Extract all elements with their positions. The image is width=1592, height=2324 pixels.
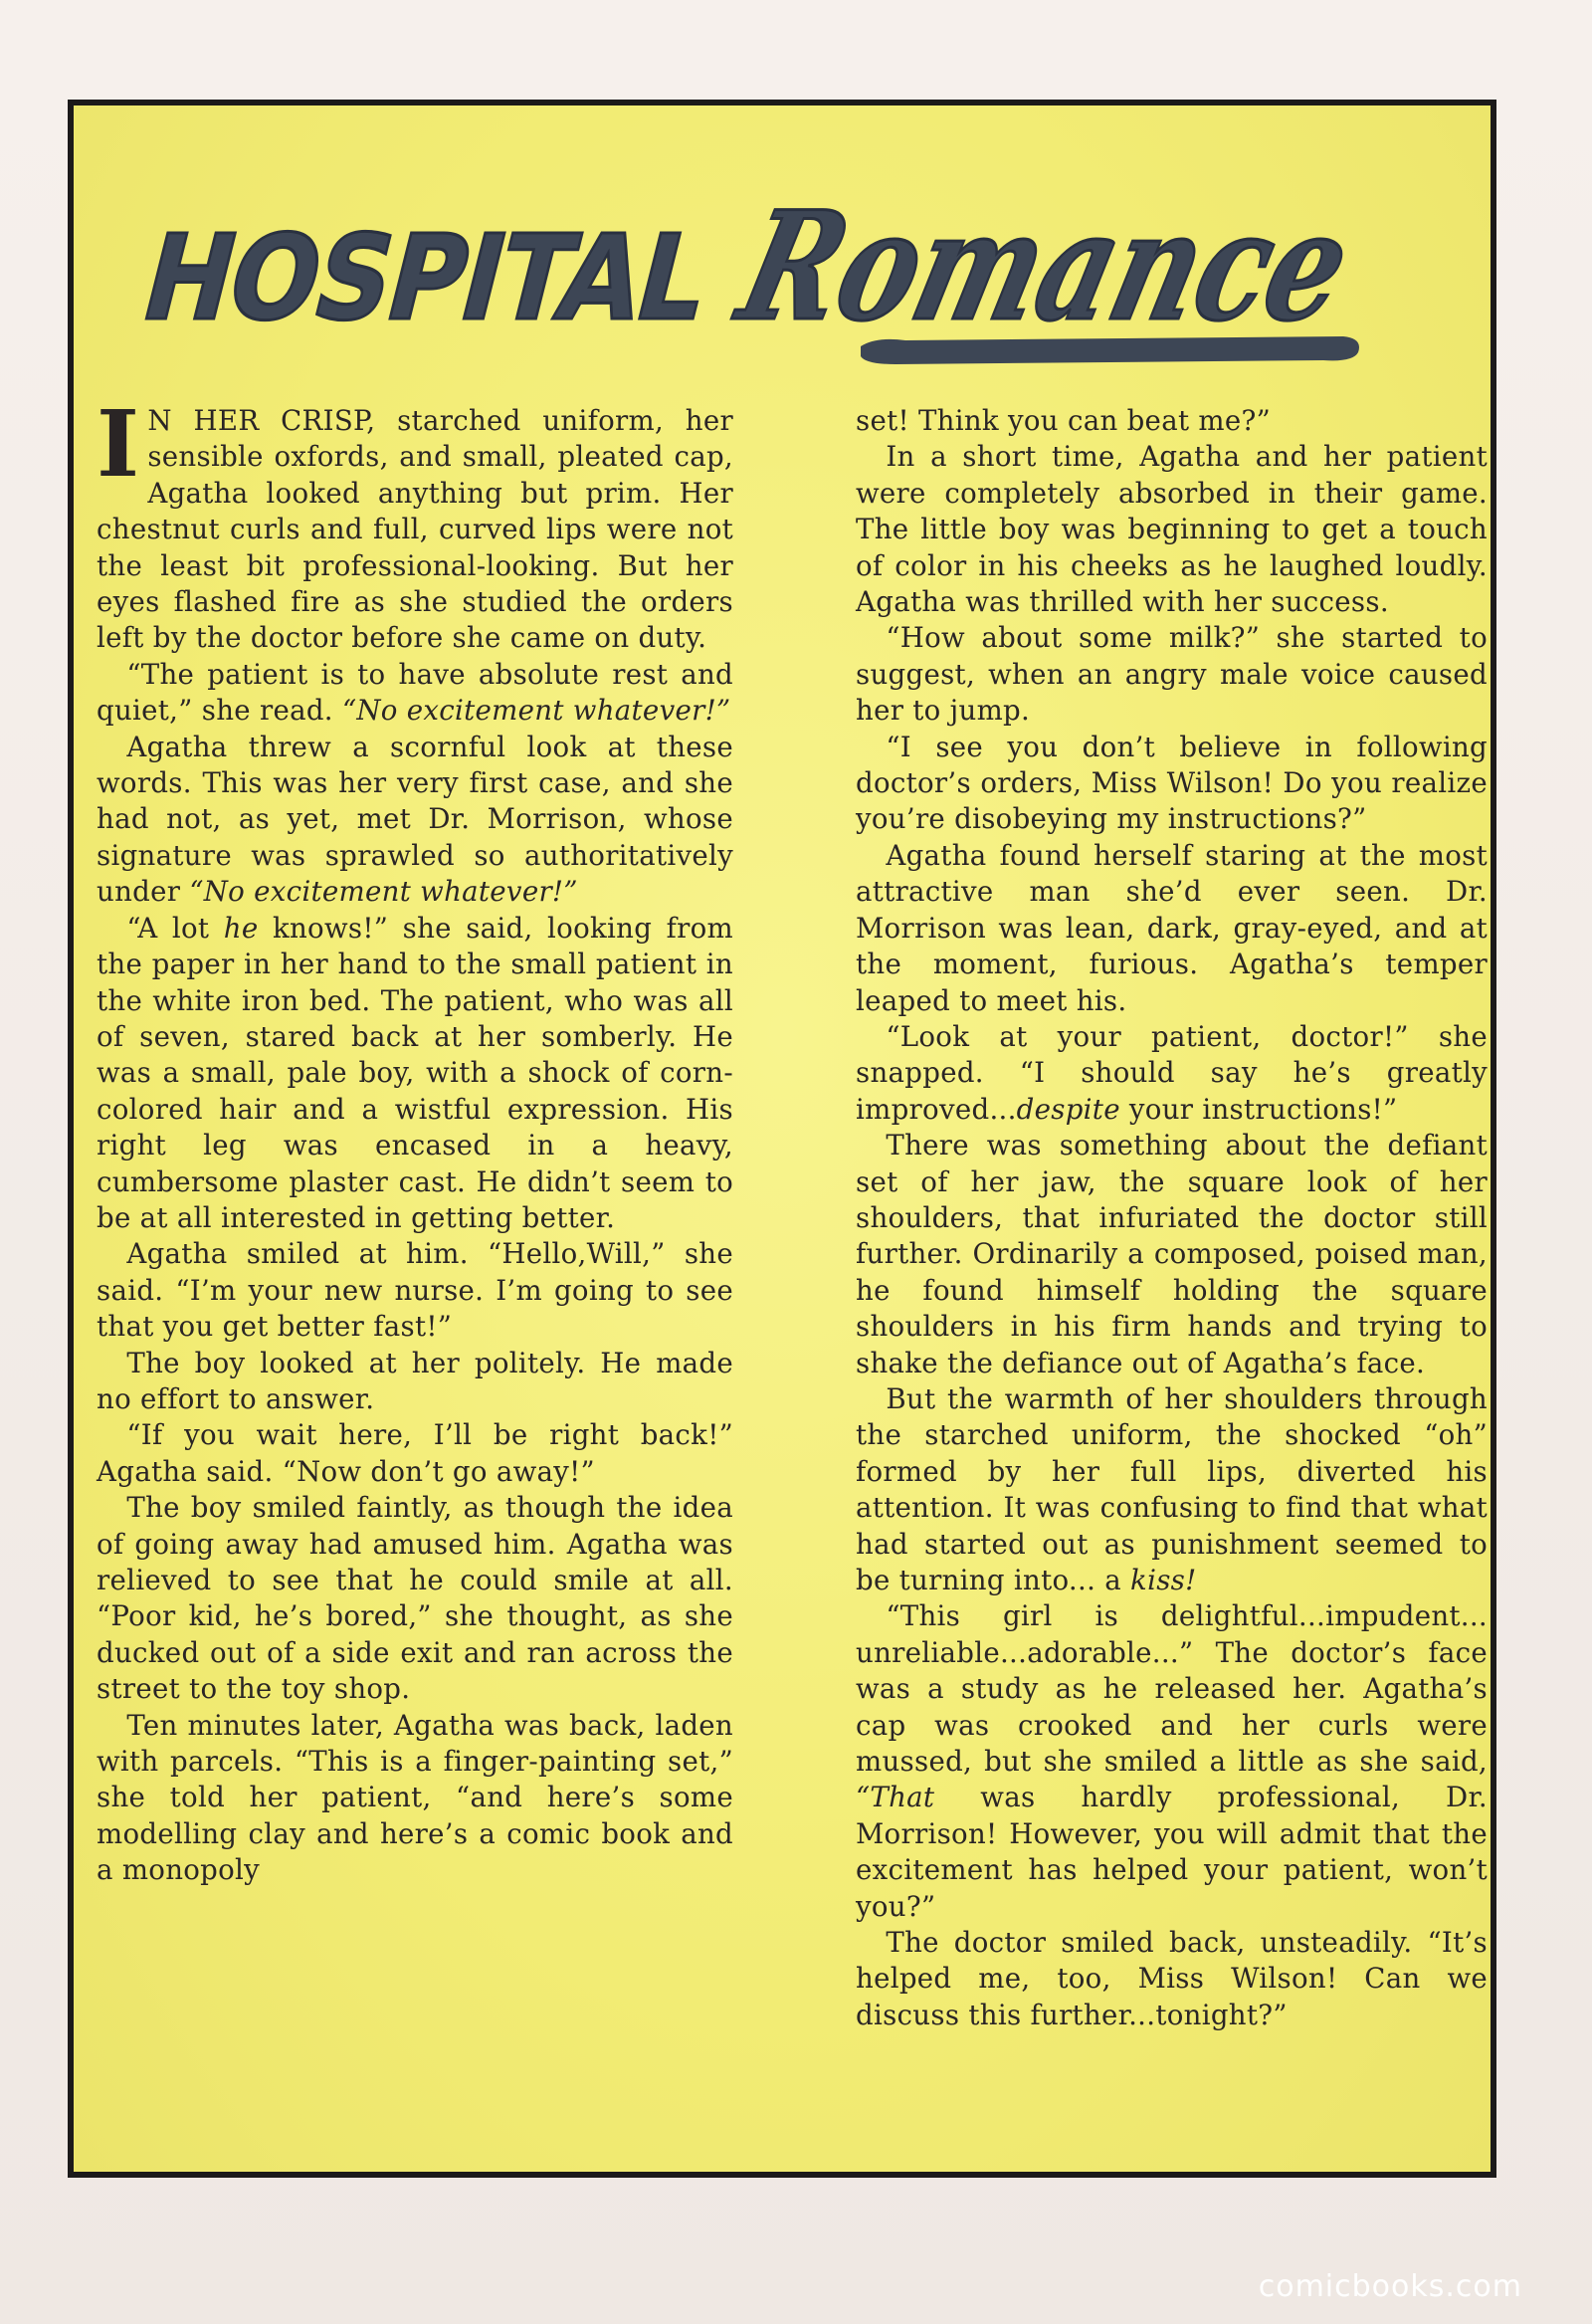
title-word-hospital: HOSPITAL	[129, 210, 797, 347]
paragraph: “A lot he knows!” she said, looking from the paper in her hand to the small patient in the white iron bed. The patient, who was all of seven, stared back at her somberly. He was a small, pale boy, with a shock of corn-colored hair and a wistful expression. His right leg was encased in a heavy, cumbersome plaster cast. He didn’t seem to be at all interested in getting better.	[97, 911, 734, 1234]
paragraph: I N HER CRISP, starched uniform, her sensible oxfords, and small, pleated cap, Agatha looked anything but prim. Her chestnut curls and full, curved lips were not the least bit professional-looking. But her eyes flashed fire as she studied the orders left by the doctor before she came on duty.	[97, 390, 733, 655]
paragraph: The doctor smiled back, unsteadily. “It’s helped me, too, Miss Wilson! Can we discuss this further...tonight?”	[856, 1926, 1488, 2031]
title-lettering	[119, 149, 1542, 398]
title-word-romance: Romance	[724, 178, 1542, 354]
left-column	[97, 390, 734, 1889]
paragraph: There was something about the defiant set of her jaw, the square look of her shoulders, that infuriated the doctor still further. Ordinarily a composed, poised man, he found himself holding the square shoulders in his firm hands and trying to shake the defiance out of Agatha’s face.	[856, 1129, 1488, 1379]
paragraph: The boy smiled faintly, as though the idea of going away had amused him. Agatha was relieved to see that he could smile at all. “Poor kid, he’s bored,” she thought, as she ducked out of a side exit and ran across the street to the toy shop.	[97, 1491, 733, 1706]
paragraph: The boy looked at her politely. He made no effort to answer.	[97, 1346, 733, 1415]
title-underline-swash	[861, 336, 1359, 364]
paragraph: “Look at your patient, doctor!” she snapped. “I should say he’s greatly improved...despite your instructions!”	[856, 1019, 1488, 1126]
paragraph: “If you wait here, I’ll be right back!” Agatha said. “Now don’t go away!”	[97, 1418, 733, 1488]
story-title	[119, 149, 1542, 398]
right-column	[856, 403, 1488, 2033]
paragraph: “This girl is delightful...impudent... unreliable...adorable...” The doctor’s face was a study as he released her. Agatha’s cap was crooked and her curls were mussed, but she smiled a little as she said, “That was hardly professional, Dr. Morrison! However, you will admit that the excitement has helped your patient, won’t you?”	[856, 1599, 1488, 1923]
paragraph: But the warmth of her shoulders through the starched uniform, the shocked “oh” formed by her full lips, diverted his attention. It was confusing to find that what had started out as punishment seemed to be turning into... a kiss!	[856, 1381, 1488, 1596]
paragraph: “The patient is to have absolute rest and quiet,” she read. “No excitement whatever!”	[97, 657, 733, 728]
paragraph: In a short time, Agatha and her patient were completely absorbed in their game. The little boy was beginning to get a touch of color in his cheeks as he laughed loudly. Agatha was thrilled with her success.	[856, 440, 1488, 619]
paragraph: Agatha threw a scornful look at these words. This was her very first case, and she had not, as yet, met Dr. Morrison, whose signature was sprawled so authoritatively under “No excitement whatever!”	[97, 730, 733, 909]
paragraph: “How about some milk?” she started to suggest, when an angry male voice caused her to jump.	[856, 621, 1488, 728]
drop-cap: I	[97, 390, 140, 498]
paragraph: set! Think you can beat me?”	[856, 404, 1271, 437]
paragraph: “I see you don’t believe in following doctor’s orders, Miss Wilson! Do you realize you’re disobeying my instructions?”	[856, 730, 1488, 836]
paragraph: Agatha found herself staring at the most attractive man she’d ever seen. Dr. Morrison was lean, dark, gray-eyed, and at the moment, furious. Agatha’s temper leaped to meet his.	[856, 838, 1488, 1017]
paragraph: Agatha smiled at him. “Hello,Will,” she said. “I’m your new nurse. I’m going to see that you get better fast!”	[97, 1237, 733, 1344]
paragraph: Ten minutes later, Agatha was back, laden with parcels. “This is a finger-painting set,” she told her patient, “and here’s some modelling clay and here’s a comic book and a monopoly	[97, 1708, 733, 1887]
site-watermark: comicbooks.com	[1258, 2269, 1522, 2304]
